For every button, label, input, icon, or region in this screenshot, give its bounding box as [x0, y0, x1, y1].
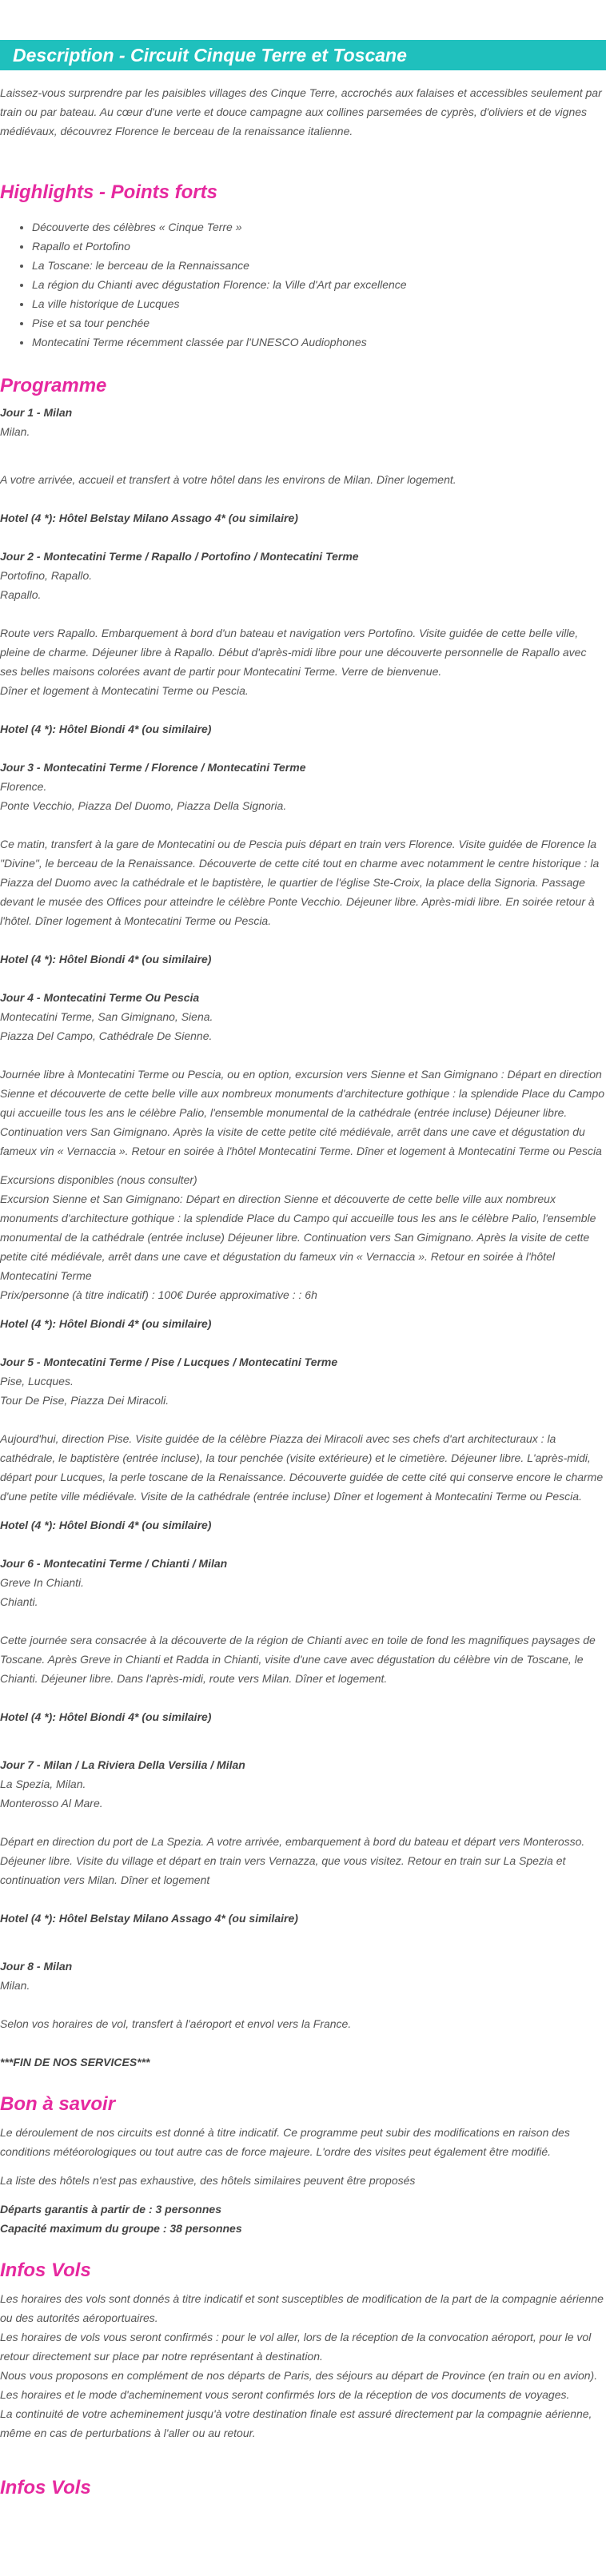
day-paragraph: Ce matin, transfert à la gare de Montecatini ou de Pescia puis départ en train vers Florence. Visite guidée de Florence la "Divine", le berceau de la Renaissance. Découverte de cette cité tout en charme avec notamment le centre historique : la Piazza del Duomo avec la cathédrale et le baptistère, le quartier de l'église Ste-Croix, la place della Signoria. Passage devant le musée des Offices pour atteindre le célèbre Ponte Vecchio. Déjeuner libre. Après-midi libre. En soirée retour à l'hôtel. Dîner logement à Montecatini Terme ou Pescia.: [0, 838, 600, 927]
description-title: Description - Circuit Cinque Terre et Toscane: [13, 45, 407, 66]
day-hotel: Hotel (4 *): Hôtel Belstay Milano Assago 4* (ou similaire): [0, 512, 298, 524]
description-intro: Laissez-vous surprendre par les paisibles villages des Cinque Terre, accrochés aux falaises et accessibles seulement par train ou par bateau. Au cœur d'une verte et douce campagne aux collines parsemées de cyprès, d'oliviers et de vignes médiévaux, découvrez Florence le berceau de la renaissance italienne.: [0, 86, 602, 137]
day-place: Rapallo.: [0, 588, 42, 601]
highlight-item: • Montecatini Terme récemment classée par l'UNESCO Audiophones: [32, 332, 606, 352]
infos-vols-title-2: Infos Vols: [0, 2477, 91, 2498]
day-hotel: Hotel (4 *): Hôtel Belstay Milano Assago 4* (ou similaire): [0, 1912, 298, 1925]
highlight-item: • La Toscane: le berceau de la Rennaissance: [32, 256, 606, 275]
bon-a-savoir-title: Bon à savoir: [0, 2093, 116, 2115]
bon-a-savoir-hotels: La liste des hôtels n'est pas exhaustive, des hôtels similaires peuvent être proposés: [0, 2174, 416, 2187]
day-paragraph: Aujourd'hui, direction Pise. Visite guidée de la célèbre Piazza dei Miracoli avec ses chefs d'art architecturaux : la cathédrale, le baptistère (entrée incluse), la tour penchée (visite extérieure) et le cimetière. Déjeuner libre. L'après-midi, départ pour Lucques, la perle toscane de la Renaissance. Découverte guidée de cette cité qui conserve encore le charme d'une petite ville médiévale. Visite de la cathédrale (entrée incluse) Dîner et logement à Montecatini Terme ou Pescia.: [0, 1432, 604, 1503]
day-place: La Spezia, Milan.: [0, 1778, 86, 1790]
day-paragraph: Journée libre à Montecatini Terme ou Pescia, ou en option, excursion vers Sienne et San Gimignano : Départ en direction Sienne et découverte de cette belle ville aux nombreux monuments d'architecture gothique : la splendide Place du Campo qui accueille tous les ans le célèbre Palio, l'ensemble monumental de la cathédrale (entrée incluse) Déjeuner libre. Continuation vers San Gimignano. Après la visite de cette petite cité médiévale, arrêt dans une cave et dégustation du fameux vin « Vernaccia ». Retour en soirée à l'hôtel Montecatini Terme. Dîner et logement à Montecatini Terme ou Pescia: [0, 1068, 605, 1157]
day-paragraph: Selon vos horaires de vol, transfert à l'aéroport et envol vers la France.: [0, 2017, 352, 2030]
day-7: [0, 1755, 606, 1928]
highlights-title: Highlights - Points forts: [0, 181, 217, 203]
day-place: Milan.: [0, 1979, 30, 1992]
day-place: Milan.: [0, 425, 30, 438]
day-title: Jour 2 - Montecatini Terme / Rapallo / Portofino / Montecatini Terme: [0, 550, 359, 563]
infos-vols-line: Les horaires des vols sont donnés à titre indicatif et sont susceptibles de modification de la part de la compagnie aérienne ou des autorités aéroportuaires.: [0, 2292, 604, 2324]
capacite-maximum: Capacité maximum du groupe : 38 personnes: [0, 2222, 242, 2235]
day-2: [0, 547, 606, 739]
day-title: Jour 5 - Montecatini Terme / Pise / Lucques / Montecatini Terme: [0, 1356, 338, 1368]
infos-vols-title: Infos Vols: [0, 2259, 91, 2281]
day-place: Pise, Lucques.: [0, 1375, 74, 1388]
day-title: Jour 8 - Milan: [0, 1960, 73, 1973]
day-paragraph: Cette journée sera consacrée à la découverte de la région de Chianti avec en toile de fond les magnifiques paysages de Toscane. Après Greve in Chianti et Radda in Chianti, visite d'une cave avec dégustation du célèbre vin de Toscane, le Chianti. Déjeuner libre. Dans l'après-midi, route vers Milan. Dîner et logement.: [0, 1634, 596, 1685]
day-place: Montecatini Terme, San Gimignano, Siena.: [0, 1010, 213, 1023]
infos-vols-line: Les horaires et le mode d'acheminement vous seront confirmés lors de la réception de vos documents de voyages.: [0, 2388, 570, 2401]
day-5: [0, 1352, 606, 1535]
day-1: [0, 403, 606, 528]
day-hotel: Hotel (4 *): Hôtel Biondi 4* (ou similaire): [0, 953, 212, 966]
day-hotel: Hotel (4 *): Hôtel Biondi 4* (ou similaire): [0, 1710, 212, 1723]
infos-vols-line: La continuité de votre acheminement jusqu'à votre destination finale est assuré directement par la compagnie aérienne, même en cas de perturbations à l'aller ou au retour.: [0, 2407, 592, 2439]
description-banner: [0, 40, 606, 70]
highlight-item: • Découverte des célèbres « Cinque Terre »: [32, 217, 606, 237]
highlights-list: [0, 217, 606, 352]
day-place: Monterosso Al Mare.: [0, 1797, 103, 1810]
highlight-item: • Rapallo et Portofino: [32, 237, 606, 256]
day-place: Ponte Vecchio, Piazza Del Duomo, Piazza Della Signoria.: [0, 799, 287, 812]
excursions-text: Excursion Sienne et San Gimignano: Départ en direction Sienne et découverte de cette belle ville aux nombreux monuments d'architecture gothique : la splendide Place du Campo qui accueille tous les ans le célèbre Palio, l'ensemble monumental de la cathédrale (entrée incluse) Déjeuner libre. Continuation vers San Gimignano. Après la visite de cette petite cité médiévale, arrêt dans une cave et dégustation du fameux vin « Vernaccia ». Retour en soirée à l'hôtel Montecatini Terme: [0, 1192, 596, 1282]
day-title: Jour 1 - Milan: [0, 406, 73, 419]
day-place: Greve In Chianti.: [0, 1576, 85, 1589]
infos-vols-line: Les horaires de vols vous seront confirmés : pour le vol aller, lors de la réception de la convocation aéroport, pour le vol retour directement sur place par notre représentant à destination.: [0, 2331, 592, 2363]
day-place: Florence.: [0, 780, 47, 793]
highlight-item: • Pise et sa tour penchée: [32, 313, 606, 332]
day-paragraph: Départ en direction du port de La Spezia. A votre arrivée, embarquement à bord du bateau et départ vers Monterosso. Déjeuner libre. Visite du village et départ en train vers Vernazza, que vous visitez. Retour en train sur La Spezia et continuation vers Milan. Dîner et logement: [0, 1835, 585, 1886]
day-hotel: Hotel (4 *): Hôtel Biondi 4* (ou similaire): [0, 723, 212, 735]
day-place: Piazza Del Campo, Cathédrale De Sienne.: [0, 1029, 213, 1042]
day-title: Jour 3 - Montecatini Terme / Florence / Montecatini Terme: [0, 761, 306, 774]
highlight-item: • La région du Chianti avec dégustation Florence: la Ville d'Art par excellence: [32, 275, 606, 294]
day-4: [0, 988, 606, 1333]
excursions-price: Prix/personne (à titre indicatif) : 100€ Durée approximative : : 6h: [0, 1288, 317, 1301]
day-title: Jour 6 - Montecatini Terme / Chianti / Milan: [0, 1557, 228, 1570]
bon-a-savoir-text: Le déroulement de nos circuits est donné à titre indicatif. Ce programme peut subir des modifications en raison des conditions météorologiques ou tout autre cas de force majeure. L'ordre des visites peut également être modifié.: [0, 2126, 570, 2158]
day-3: [0, 758, 606, 969]
programme-end: ***FIN DE NOS SERVICES***: [0, 2056, 150, 2068]
day-6: [0, 1554, 606, 1726]
content: [0, 83, 606, 2502]
day-8: [0, 1957, 606, 2033]
day-paragraph: Route vers Rapallo. Embarquement à bord d'un bateau et navigation vers Portofino. Visite guidée de cette belle ville, pleine de charme. Déjeuner libre à Rapallo. Début d'après-midi libre pour une découverte personnelle de Rapallo avec ses belles maisons colorées avant de partir pour Montecatini Terme. Verre de bienvenue.: [0, 627, 587, 678]
day-hotel: Hotel (4 *): Hôtel Biondi 4* (ou similaire): [0, 1317, 212, 1330]
day-paragraph: A votre arrivée, accueil et transfert à votre hôtel dans les environs de Milan. Dîner logement.: [0, 473, 456, 486]
day-title: Jour 7 - Milan / La Riviera Della Versilia / Milan: [0, 1758, 245, 1771]
infos-vols-line: Nous vous proposons en complément de nos départs de Paris, des séjours au départ de Province (en train ou en avion).: [0, 2369, 598, 2382]
day-title: Jour 4 - Montecatini Terme Ou Pescia: [0, 991, 200, 1004]
day-paragraph: Dîner et logement à Montecatini Terme ou Pescia.: [0, 684, 249, 697]
day-place: Tour De Pise, Piazza Dei Miracoli.: [0, 1394, 169, 1407]
highlight-item: • La ville historique de Lucques: [32, 294, 606, 313]
day-place: Chianti.: [0, 1595, 38, 1608]
programme-title: Programme: [0, 375, 107, 396]
day-place: Portofino, Rapallo.: [0, 569, 93, 582]
excursions-title: Excursions disponibles (nous consulter): [0, 1173, 197, 1186]
day-hotel: Hotel (4 *): Hôtel Biondi 4* (ou similaire): [0, 1519, 212, 1531]
departs-garantis: Départs garantis à partir de : 3 personnes: [0, 2203, 221, 2216]
